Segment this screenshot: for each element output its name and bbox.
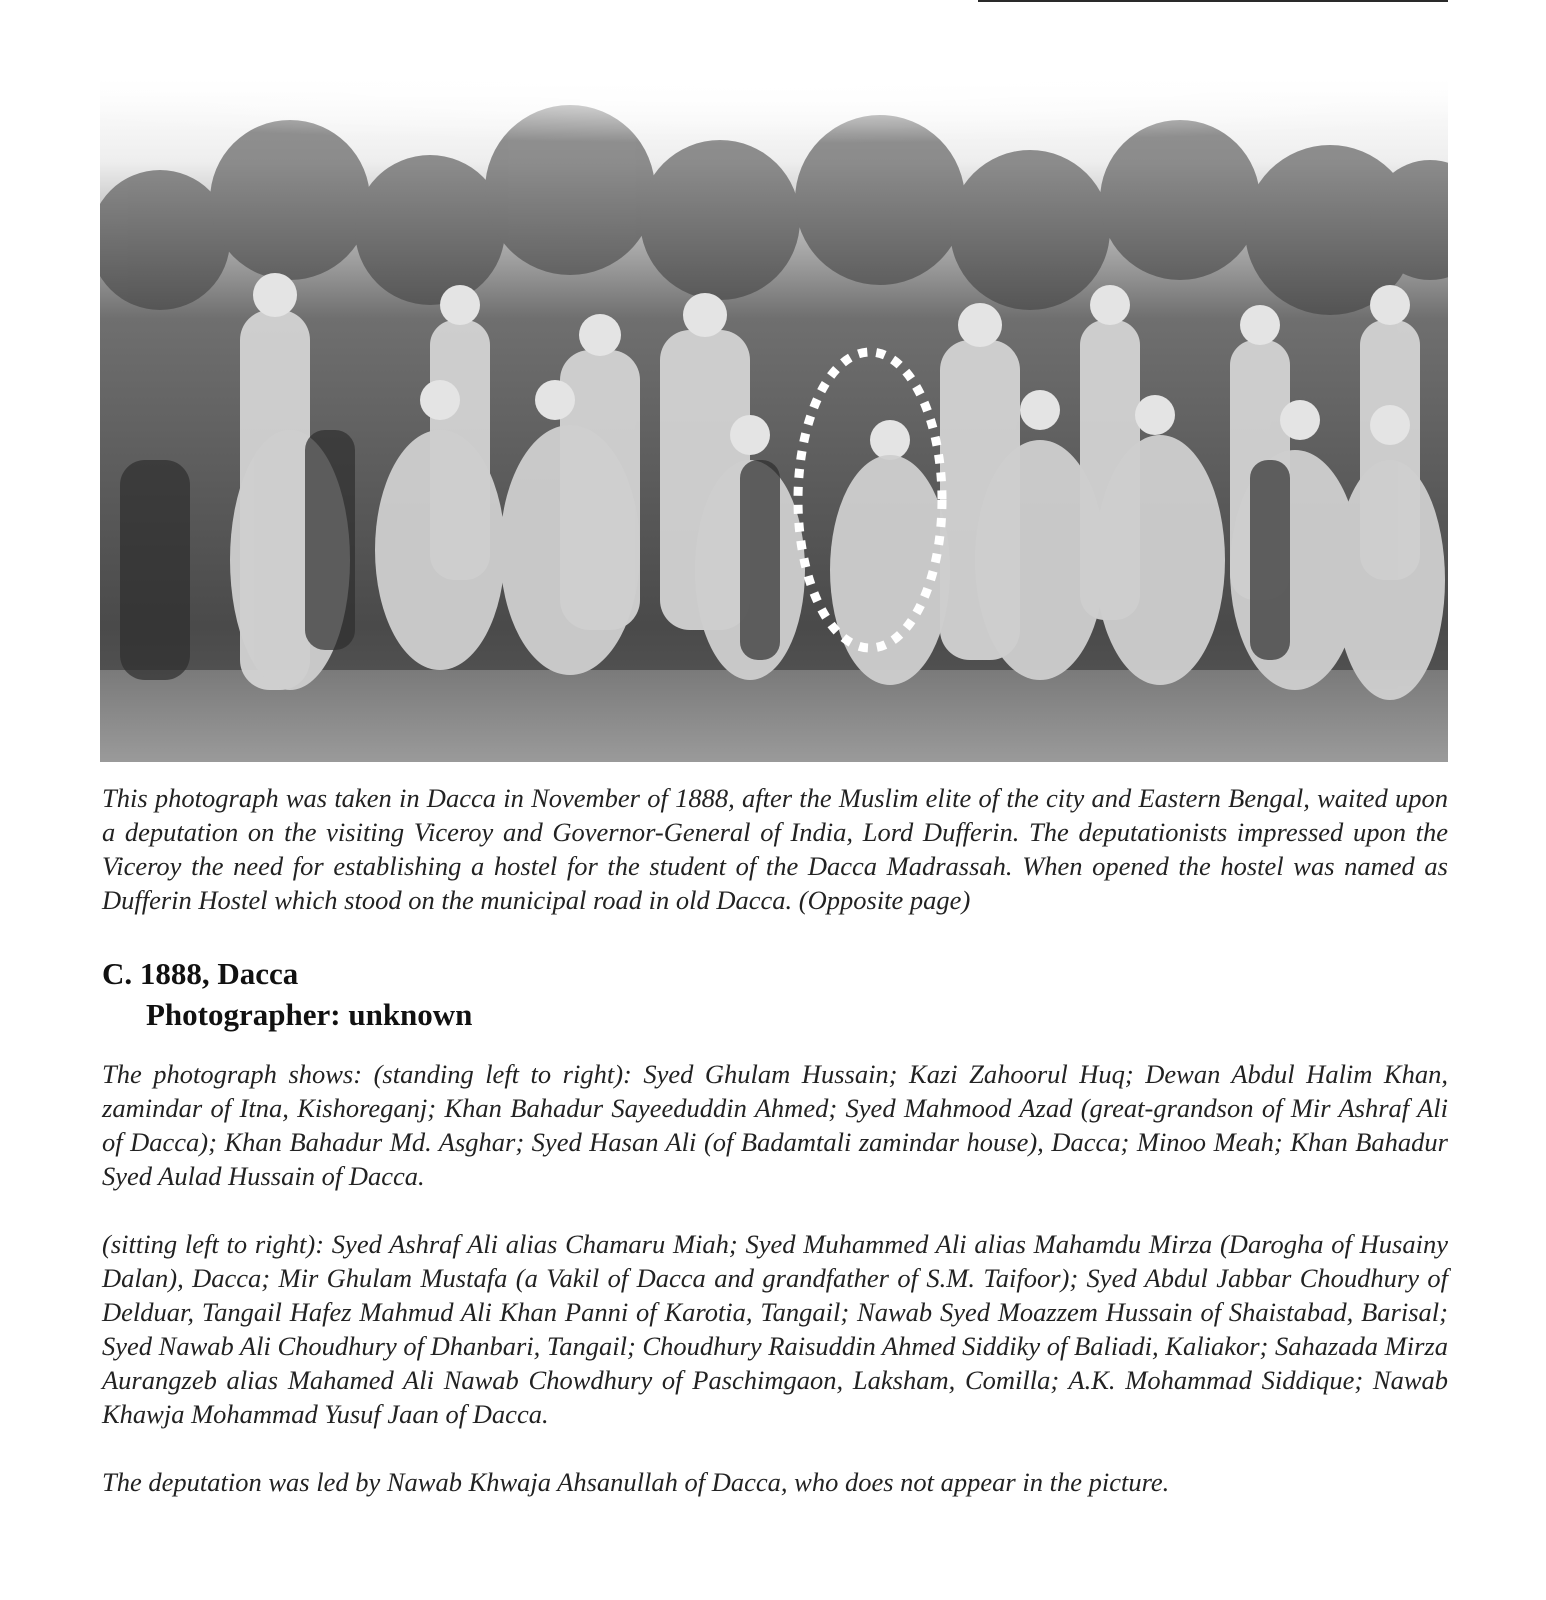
heading-date-place: C. 1888, Dacca [102,956,299,991]
heading-photographer: Photographer: unknown [146,997,473,1032]
top-rule [978,0,1448,2]
sitting-names-paragraph: (sitting left to right): Syed Ashraf Ali alias Chamaru Miah; Syed Muhammed Ali alias Mahamdu Mirza (Darogha of Husainy Dalan), Dacca; Mir Ghulam Mustafa (a Vakil of Dacca and grandfather of S.M. Taifoor); Syed Abdul Jabbar Choudhury of Delduar, Tangail Hafez Mahmud Ali Khan Panni of Karotia, Tangail; Nawab Syed Moazzem Hussain of Shaistabad, Barisal; Syed Nawab Ali Choudhury of Dhanbari, Tangail; Choudhury Raisuddin Ahmed Siddiky of Baliadi, Kaliakor; Sahazada Mirza Aurangzeb alias Mahamed Ali Nawab Chowdhury of Paschimgaon, Laksham, Comilla; A.K. Mohammad Siddique; Nawab Khawja Mohammad Yusuf Jaan of Dacca. [102,1229,1448,1429]
photo-illustration [100,80,1448,762]
standing-names-paragraph: The photograph shows: (standing left to right): Syed Ghulam Hussain; Kazi Zahoorul Huq; Dewan Abdul Halim Khan, zamindar of Itna, Kishoreganj; Khan Bahadur Sayeeduddin Ahmed; Syed Mahmood Azad (great-grandson of Mir Ashraf Ali of Dacca); Khan Bahadur Md. Asghar; Syed Hasan Ali (of Badamtali zamindar house), Dacca; Minoo Meah; Khan Bahadur Syed Aulad Hussain of Dacca. [102,1059,1448,1191]
deputation-leader-note: The deputation was led by Nawab Khwaja Ahsanullah of Dacca, who does not appear in the picture. [102,1467,1170,1497]
section-heading [102,953,1002,1035]
photo-caption: This photograph was taken in Dacca in November of 1888, after the Muslim elite of the city and Eastern Bengal, waited upon a deputation on the visiting Viceroy and Governor-General of India, Lord Dufferin. The deputationists impressed upon the Viceroy the need for establishing a hostel for the student of the Dacca Madrassah. When opened the hostel was named as Dufferin Hostel which stood on the municipal road in old Dacca. (Opposite page) [102,783,1448,915]
group-photograph [100,80,1448,762]
